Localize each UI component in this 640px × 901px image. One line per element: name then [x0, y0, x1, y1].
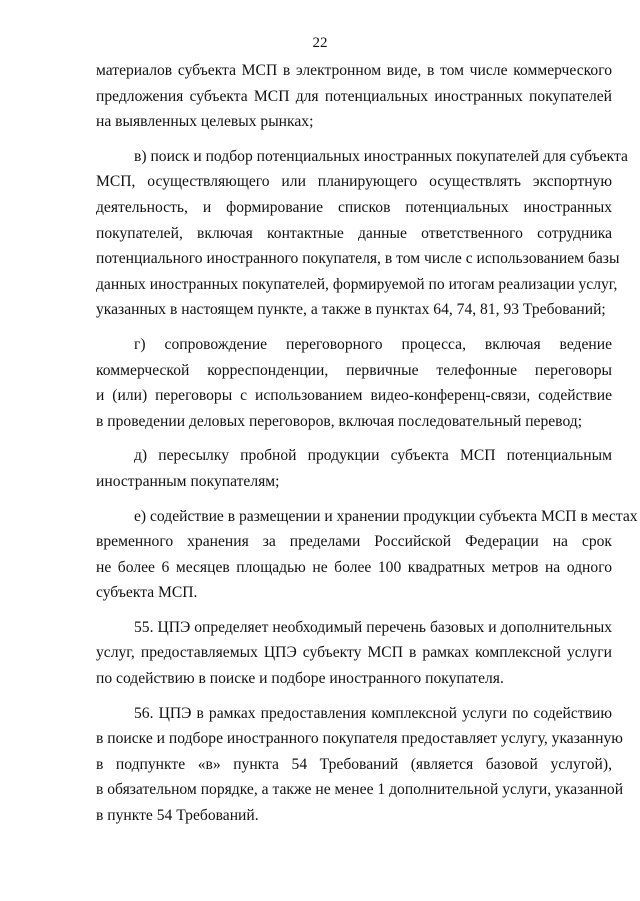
text-line: временного хранения за пределами Российской Федерации на срок: [96, 533, 612, 551]
text-line: 55. ЦПЭ определяет необходимый перечень базовых и дополнительных: [134, 618, 612, 636]
text-line: по содействию в поиске и подборе иностранного покупателя.: [96, 670, 504, 688]
text-line: 56. ЦПЭ в рамках предоставления комплексной услуги по содействию: [134, 704, 612, 722]
text-line: данных иностранных покупателей, формируемой по итогам реализации услуг,: [96, 275, 618, 293]
document-body: [96, 58, 638, 829]
paragraph-item-v: [96, 144, 628, 323]
paragraph-clause-56: [96, 701, 624, 829]
text-line: услуг, предоставляемых ЦПЭ субъекту МСП в рамках комплексной услуги: [96, 644, 612, 662]
text-line: в поиске и подборе иностранного покупателя предоставляет услугу, указанную: [96, 730, 623, 748]
text-line: предложения субъекта МСП для потенциальных иностранных покупателей: [96, 87, 612, 105]
text-line: в проведении деловых переговоров, включая последовательный перевод;: [96, 412, 583, 430]
text-line: и (или) переговоры с использованием видео-конференц-связи, содействие: [96, 387, 612, 405]
paragraph-item-d: [96, 443, 612, 494]
text-line: на выявленных целевых рынках;: [96, 113, 314, 131]
paragraph-item-e: [96, 504, 638, 606]
text-line: материалов субъекта МСП в электронном виде, в том числе коммерческого: [96, 62, 612, 79]
paragraph-continuation: [96, 58, 612, 135]
text-line: потенциального иностранного покупателя, в том числе с использованием базы: [96, 250, 620, 268]
page-number: 22: [312, 35, 328, 51]
paragraph-clause-55: [96, 615, 612, 692]
text-line: субъекта МСП.: [96, 584, 198, 602]
text-line: г) сопровождение переговорного процесса, включая ведение: [134, 335, 612, 353]
text-line: указанных в настоящем пункте, а также в пунктах 64, 74, 81, 93 Требований;: [96, 301, 606, 319]
text-line: коммерческой корреспонденции, первичные телефонные переговоры: [96, 361, 612, 379]
text-line: в пункте 54 Требований.: [96, 807, 259, 825]
text-line: покупателей, включая контактные данные ответственного сотрудника: [96, 224, 612, 242]
text-line: деятельность, и формирование списков потенциальных иностранных: [96, 198, 612, 216]
text-line: е) содействие в размещении и хранении продукции субъекта МСП в местах: [134, 507, 638, 525]
text-line: в) поиск и подбор потенциальных иностранных покупателей для субъекта: [134, 147, 628, 165]
text-line: д) пересылку пробной продукции субъекта МСП потенциальным: [134, 447, 612, 465]
text-line: иностранным покупателям;: [96, 472, 280, 490]
text-line: не более 6 месяцев площадью не более 100 квадратных метров на одного: [96, 558, 612, 576]
paragraph-item-g: [96, 332, 612, 434]
text-line: в подпункте «в» пункта 54 Требований (является базовой услугой),: [96, 755, 612, 773]
text-line: в обязательном порядке, а также не менее 1 дополнительной услуги, указанной: [96, 781, 624, 799]
text-line: МСП, осуществляющего или планирующего осуществлять экспортную: [96, 173, 612, 191]
